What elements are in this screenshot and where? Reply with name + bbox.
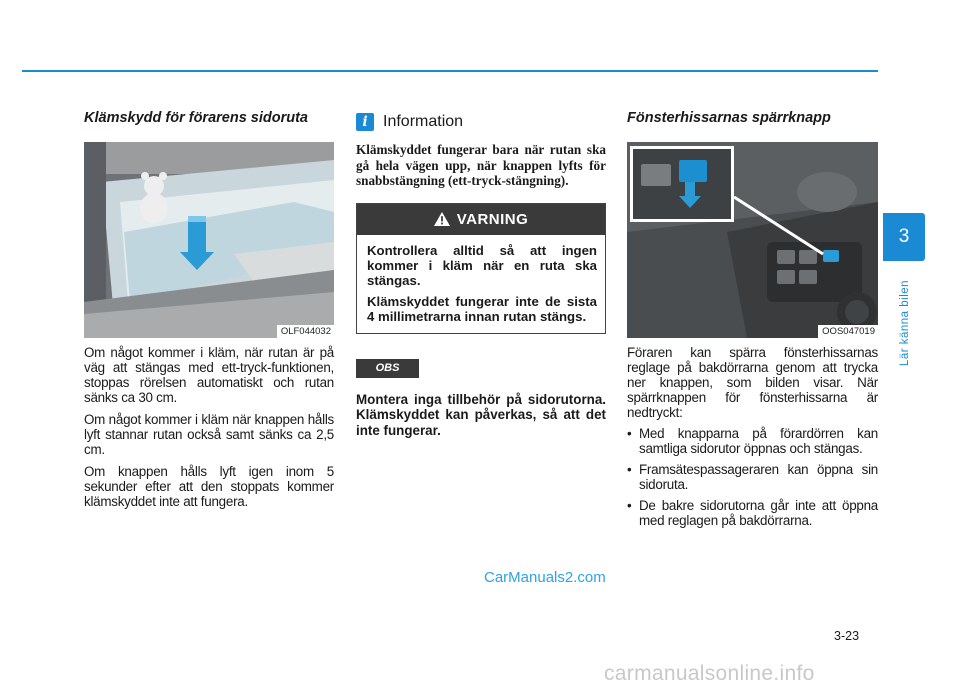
warning-header xyxy=(357,204,605,235)
page-number: 3-23 xyxy=(834,629,860,643)
watermark-carmanualsonline[interactable]: carmanualsonline.info xyxy=(604,662,815,685)
watermark-carmanuals[interactable]: CarManuals2.com xyxy=(484,569,606,586)
warning-triangle-icon xyxy=(434,212,450,226)
paragraph: Om något kommer i kläm, när rutan är på väg att stängas med ett-tryck-funktionen, stoppas rörelsen automatiskt och rutan sänks ca 30 cm. xyxy=(84,345,334,405)
image-code: OOS047019 xyxy=(818,325,878,338)
left-column xyxy=(84,104,334,509)
warning-paragraph: Klämskyddet fungerar inte de sista 4 millimetrarna innan rutan stängs. xyxy=(367,293,597,324)
list-item: • Med knapparna på förardörren kan samtliga sidorutor öppnas och stängas. xyxy=(627,426,878,456)
driver-window-photo xyxy=(84,142,334,338)
warning-box xyxy=(356,203,606,334)
information-heading xyxy=(356,112,606,132)
image-code: OLF044032 xyxy=(277,325,334,338)
information-text: Klämskyddet fungerar bara när rutan ska gå hela vägen upp, när knappen lyfts för snabbstängning (ett-tryck-stängning). xyxy=(356,142,606,188)
obs-text: Montera inga tillbehör på sidorutorna. Klämskyddet kan påverkas, så att det inte fungerar. xyxy=(356,391,606,438)
window-illustration xyxy=(84,142,334,338)
paragraph: Om något kommer i kläm när knappen hålls lyft stannar rutan också samt sänks ca 2,5 cm. xyxy=(84,412,334,457)
door-panel-illustration xyxy=(627,142,878,338)
info-icon: i xyxy=(356,113,374,131)
lock-effects-list xyxy=(627,426,878,528)
information-title: Information xyxy=(383,113,464,130)
obs-badge: OBS xyxy=(356,359,419,378)
chapter-title: Lär känna bilen xyxy=(899,279,911,367)
list-item: • De bakre sidorutorna går inte att öppna med reglagen på bakdörrarna. xyxy=(627,498,878,528)
paragraph: Om knappen hålls lyft igen inom 5 sekunder efter att den stoppats kommer klämskyddet inte att fungera. xyxy=(84,464,334,509)
door-switch-photo xyxy=(627,142,878,338)
right-column xyxy=(627,104,878,534)
top-rule xyxy=(22,70,878,72)
chapter-tab[interactable]: 3 xyxy=(883,213,925,261)
chapter-label xyxy=(890,268,920,378)
middle-column xyxy=(356,104,606,438)
section-title-lock-button: Fönsterhissarnas spärrknapp xyxy=(627,110,831,126)
list-item: • Framsätespassageraren kan öppna sin sidoruta. xyxy=(627,462,878,492)
section-title-pinch-protection: Klämskydd för förarens sidoruta xyxy=(84,110,308,126)
warning-title: VARNING xyxy=(456,210,529,228)
paragraph: Föraren kan spärra fönsterhissarnas reglage på bakdörrarna genom att trycka ner knappen, som bilden visar. När spärrknappen för fönsterhissarna är nedtryckt: xyxy=(627,345,878,420)
warning-body xyxy=(357,235,605,333)
warning-paragraph: Kontrollera alltid så att ingen kommer i kläm när en ruta ska stängas. xyxy=(367,242,597,288)
